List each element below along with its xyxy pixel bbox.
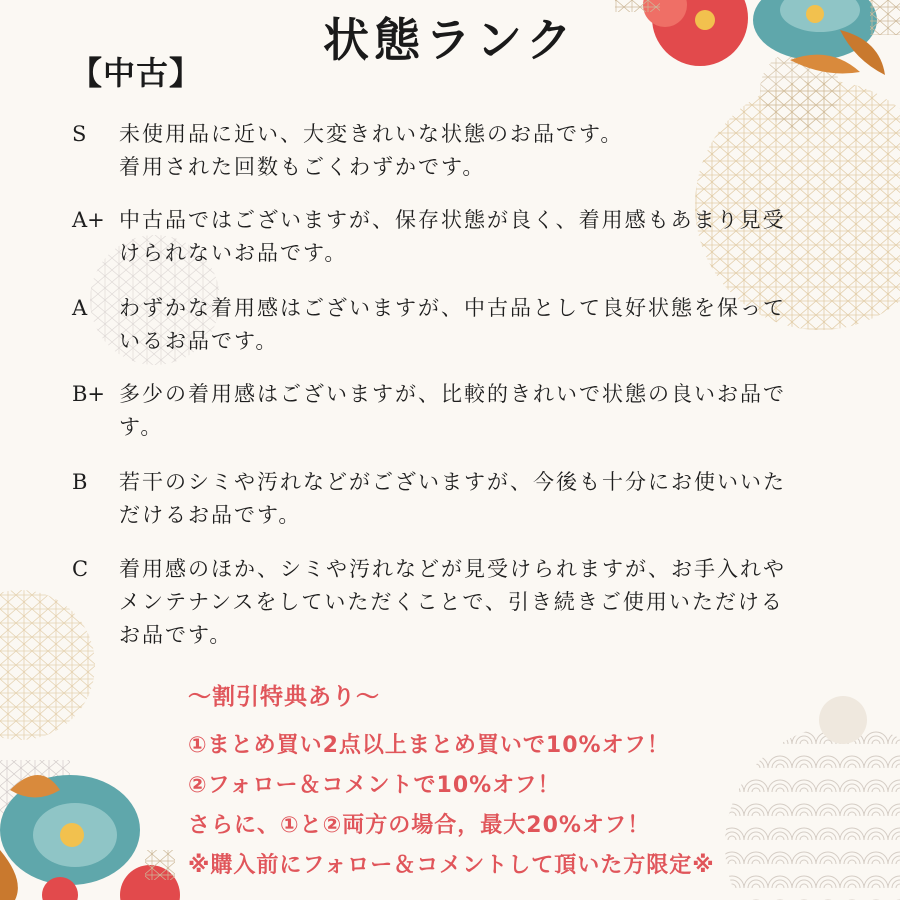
rank-description-line: 着用された回数もごくわずかです。 [119,155,486,179]
rank-description-line: お品です。 [119,623,233,647]
rank-item-b [72,466,832,532]
rank-description-line: 多少の着用感はございますが、比較的きれいで状態の良いお品で [119,382,786,406]
rank-description-line: 中古品ではございますが、保存状態が良く、着用感もあまり見受 [119,208,786,232]
rank-code: B+ [72,382,106,406]
rank-code: B [72,470,88,494]
rank-description-line: メンテナンスをしていただくことで、引き続きご使用いただける [119,590,784,614]
rank-description [119,553,832,652]
promo-heading: ～割引特典あり～ [188,684,380,710]
rank-item-a-plus [72,204,832,270]
rank-description-line: 未使用品に近い、大変きれいな状態のお品です。 [119,122,624,146]
rank-item-s [72,118,832,184]
rank-item-b-plus [72,378,832,444]
rank-code: A+ [72,208,105,232]
promo-line-combined: さらに、①と②両方の場合，最大20%オフ！ [188,813,651,838]
rank-description-line: だけるお品です。 [119,503,302,527]
rank-description [119,118,832,184]
rank-item-c [72,553,832,652]
promo-line-condition: ※購入前にフォロー＆コメントして頂いた方限定※ [188,853,715,878]
promo-line-bundle: ①まとめ買い2点以上まとめ買いで10%オフ！ [188,733,670,758]
rank-description-line: 若干のシミや汚れなどがございますが、今後も十分にお使いいた [119,470,786,494]
rank-code: A [72,296,88,320]
rank-description-line: けられないお品です。 [119,241,348,265]
rank-description [119,378,832,444]
rank-item-a [72,292,832,358]
rank-code: C [72,557,89,581]
section-label-used: 【中古】 [70,54,203,92]
page-title: 状態ランク [322,13,578,67]
rank-description-line: いるお品です。 [119,329,279,353]
rank-description [119,466,832,532]
small-circle-right [819,696,867,744]
rank-code: S [72,122,87,146]
rank-description-line: わずかな着用感はございますが、中古品として良好状態を保って [119,296,786,320]
rank-description-line: 着用感のほか、シミや汚れなどが見受けられますが、お手入れや [119,557,786,581]
promo-line-follow: ②フォロー＆コメントで10%オフ！ [188,773,561,798]
pattern-circle-bottom-right [725,725,900,900]
rank-description-line: す。 [119,415,164,439]
pattern-bottom-small [145,850,175,880]
rank-description [119,204,832,270]
rank-description [119,292,832,358]
